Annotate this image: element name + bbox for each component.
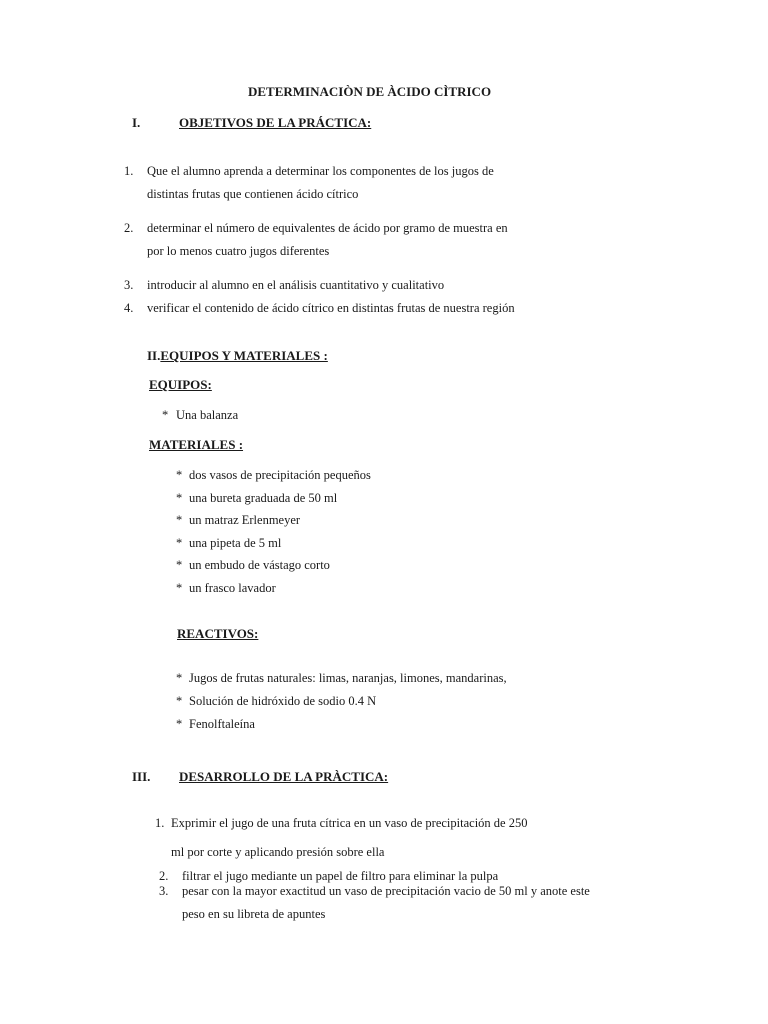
step-3-line2: peso en su libreta de apuntes bbox=[182, 907, 326, 921]
materiales-heading: MATERIALES : bbox=[149, 437, 244, 452]
reactivo-item: Solución de hidróxido de sodio 0.4 N bbox=[189, 694, 377, 708]
reactivo-bullet: * bbox=[176, 671, 183, 685]
material-item: una bureta graduada de 50 ml bbox=[189, 491, 338, 505]
objective-1-line1: Que el alumno aprenda a determinar los componentes de los jugos de bbox=[147, 164, 494, 178]
material-bullet: * bbox=[176, 513, 183, 527]
step-1-line2: ml por corte y aplicando presión sobre ella bbox=[171, 845, 385, 859]
material-item: un matraz Erlenmeyer bbox=[189, 513, 301, 527]
document-title: DETERMINACIÒN DE ÀCIDO CÌTRICO bbox=[248, 84, 492, 99]
material-item: una pipeta de 5 ml bbox=[189, 536, 282, 550]
objective-3-number: 3. bbox=[124, 278, 134, 292]
step-2-number: 2. bbox=[159, 869, 169, 883]
reactivo-bullet: * bbox=[176, 717, 183, 731]
objective-2-line2: por lo menos cuatro jugos diferentes bbox=[147, 244, 330, 258]
section-2-heading: EQUIPOS Y MATERIALES : bbox=[160, 348, 328, 363]
objective-3-line1: introducir al alumno en el análisis cuantitativo y cualitativo bbox=[147, 278, 445, 292]
section-3-heading: DESARROLLO DE LA PRÀCTICA: bbox=[179, 769, 389, 784]
section-1-heading: OBJETIVOS DE LA PRÁCTICA: bbox=[179, 115, 372, 130]
material-bullet: * bbox=[176, 581, 183, 595]
section-2-numeral: II. bbox=[147, 348, 161, 363]
step-3-line1: pesar con la mayor exactitud un vaso de precipitación vacio de 50 ml y anote este bbox=[182, 884, 590, 898]
objective-2-line1: determinar el número de equivalentes de ácido por gramo de muestra en bbox=[147, 221, 508, 235]
reactivos-heading: REACTIVOS: bbox=[177, 626, 259, 641]
step-2-line1: filtrar el jugo mediante un papel de filtro para eliminar la pulpa bbox=[182, 869, 499, 883]
section-1-numeral: I. bbox=[132, 115, 141, 130]
equipos-bullet: * bbox=[162, 408, 169, 422]
section-2-title bbox=[147, 348, 328, 363]
objective-2-number: 2. bbox=[124, 221, 134, 235]
equipos-heading: EQUIPOS: bbox=[149, 377, 212, 392]
material-bullet: * bbox=[176, 536, 183, 550]
reactivo-item: Jugos de frutas naturales: limas, naranjas, limones, mandarinas, bbox=[189, 671, 507, 685]
material-bullet: * bbox=[176, 558, 183, 572]
objective-1-number: 1. bbox=[124, 164, 134, 178]
section-3-numeral: III. bbox=[132, 769, 151, 784]
reactivo-bullet: * bbox=[176, 694, 183, 708]
material-bullet: * bbox=[176, 491, 183, 505]
objective-4-number: 4. bbox=[124, 301, 134, 315]
step-1-number: 1. bbox=[155, 816, 165, 830]
reactivo-item: Fenolftaleína bbox=[189, 717, 255, 731]
objective-1-line2: distintas frutas que contienen ácido cítrico bbox=[147, 187, 359, 201]
material-item: un embudo de vástago corto bbox=[189, 558, 330, 572]
objective-4-line1: verificar el contenido de ácido cítrico en distintas frutas de nuestra región bbox=[147, 301, 515, 315]
step-1-line1: Exprimir el jugo de una fruta cítrica en un vaso de precipitación de 250 bbox=[171, 816, 528, 830]
step-3-number: 3. bbox=[159, 884, 169, 898]
material-bullet: * bbox=[176, 468, 183, 482]
material-item: dos vasos de precipitación pequeños bbox=[189, 468, 371, 482]
equipos-item: Una balanza bbox=[176, 408, 239, 422]
material-item: un frasco lavador bbox=[189, 581, 276, 595]
